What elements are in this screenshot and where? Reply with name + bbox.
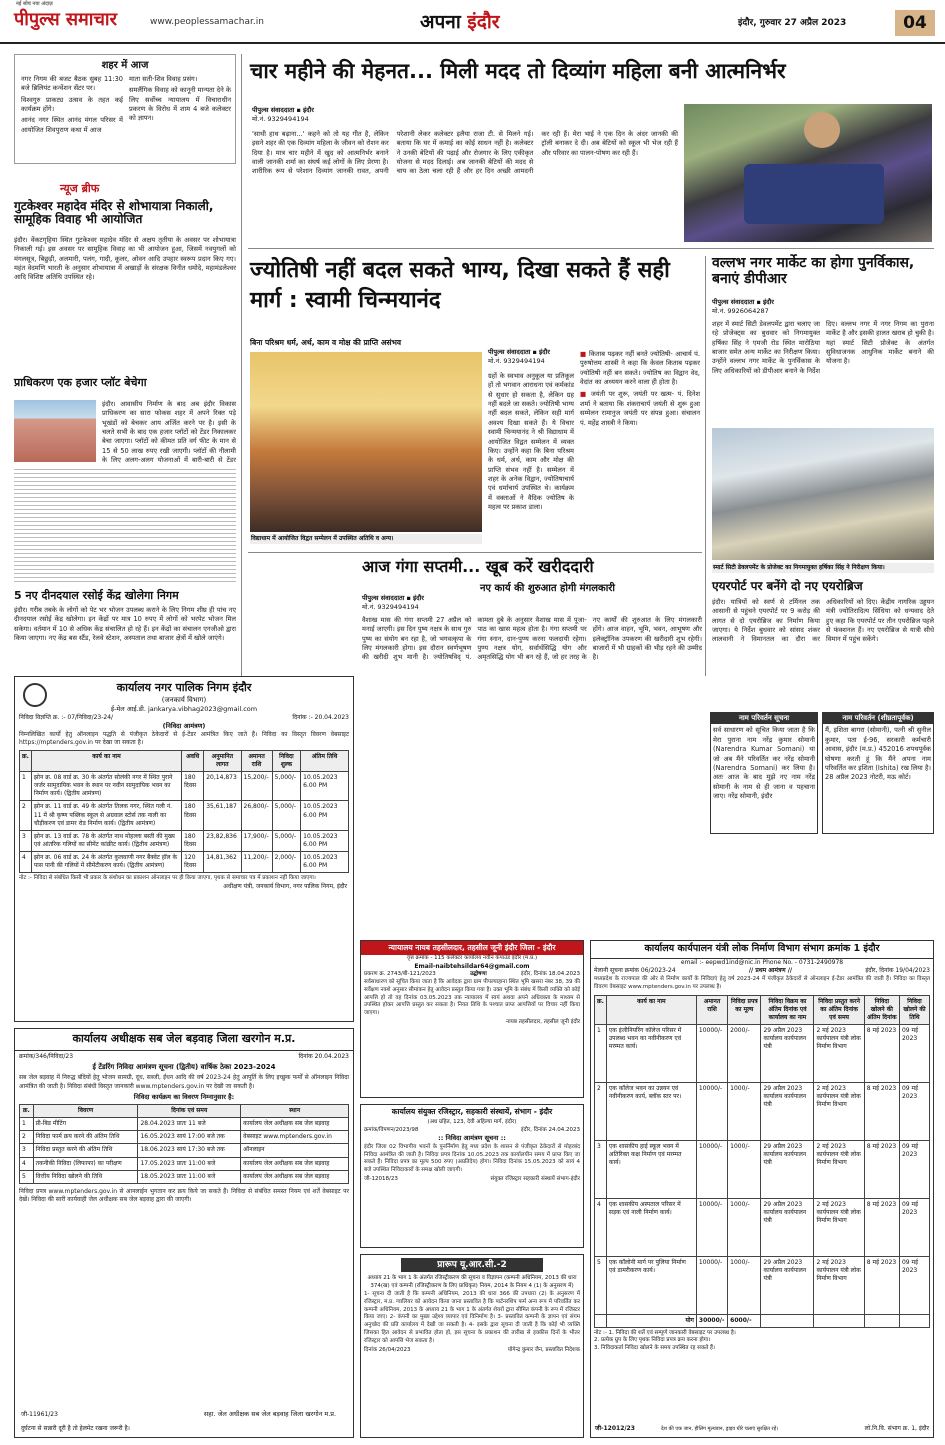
- table-header: निविदा प्रपत्र का मूल्य: [728, 995, 761, 1024]
- ad-date: इंदौर, दिनांक 18.04.2023: [520, 970, 580, 977]
- ad-notes: [591, 1330, 933, 1352]
- ad-code: जी-12018/23: [364, 1175, 398, 1182]
- ad-case-number: प्रकरण क्र. 2743/बी-121/2023: [364, 970, 436, 977]
- ad-date: दिनांक :- 20.04.2023: [292, 714, 349, 722]
- vehicle-figure: [744, 164, 884, 224]
- person-figure: [804, 112, 840, 148]
- vallabh-headline[interactable]: वल्लभ नगर मार्केट का होगा पुनर्विकास, बनाएं डीपीआर: [712, 255, 915, 287]
- ad-notice-number: क्रमांक/विपणन/2023/98: [364, 1126, 419, 1133]
- ad-note: नोट :- 1. निविदा की शर्ते एवं सम्पूर्ण जानकारी वेबसाइट पर उपलब्ध है।: [594, 1329, 736, 1336]
- table-header: विवरण: [33, 1105, 138, 1118]
- city-item: माता सती-शिव विवाह प्रसंग।: [129, 75, 198, 83]
- table-total-row: योग 30000/- 6000/-: [595, 1314, 930, 1327]
- city-item: नगर निगम की बजट बैठक सुबह 11:30 बजे ब्रिलियंट कन्वेंशन सेंटर पर।: [21, 75, 123, 93]
- city-today-left: [21, 75, 123, 135]
- table-row: 1 एक इंजीनियरिंग कॉलेज परिसर में उपलब्ध भवन का नवीनीकरण एवं मरम्मत कार्य। 10000/- 2000/- 29 अप्रैल 2023 कार्यालय कार्यपालन यंत्री 2 मई 2023 कार्यपालन यंत्री लोक निर्माण विभाग 8 मई 2023 09 मई 2023: [595, 1024, 930, 1082]
- table-header: निविदा खोलने की अंतिम दिनांक: [864, 995, 899, 1024]
- city-today-right: [129, 75, 231, 124]
- table-row: 4 झोन क्र. 06 वार्ड क्र. 24 के अंतर्गत कुलवाणी नगर बैंक्वेट हॉल के पास पानी की गलियों में सीमेंटीकरण कार्य। (द्वितीय आमंत्रण) 120 दिवस 14,81,362 11,200/- 2,000/- 10.05.2023 6.00 PM: [20, 851, 349, 872]
- ad-heading: उद्घोषणा: [469, 970, 487, 977]
- table-row: 3 झोन क्र. 13 वार्ड क्र. 78 के अंतर्गत नाथ मोहल्ला बस्ती की मुख्य एवं आंतरिक गलियों का सीमेंट कांक्रीट कार्य। (द्वितीय आमंत्रण) 180 दिवस 23,82,836 17,900/- 5,000/- 10.05.2023 6.00 PM: [20, 830, 349, 851]
- lead-headline[interactable]: चार महीने की मेहनत... मिली मदद तो दिव्यांग महिला बनी आत्मनिर्भर: [250, 59, 786, 83]
- feature-bullets: [580, 350, 700, 544]
- emblem-icon: [23, 683, 47, 707]
- table-row: 5 एक कॉलोनी मार्ग पर पुलिया निर्माण एवं डामरीकरण कार्य। 10000/- 1000/- 29 अप्रैल 2023 कार्यालय कार्यपालन यंत्री 2 मई 2023 कार्यपालन यंत्री लोक निर्माण विभाग 8 मई 2023 09 मई 2023: [595, 1256, 930, 1314]
- form-urc-notice: [360, 1254, 584, 1438]
- table-header: अवधि: [182, 750, 204, 771]
- table-header: निविदा खोलने की तिथि: [899, 995, 929, 1024]
- feature-headline[interactable]: ज्योतिषी नहीं बदल सकते भाग्य, दिखा सकते हैं सही मार्ग : स्वामी चिन्मयानंद: [250, 258, 670, 313]
- ad-intro: मध्यप्रदेश के राज्यपाल की ओर से निर्माण कार्यों के निविदाएं हेतु वर्ष 2023-24 में पंजीकृत ठेकेदारों से ऑनलाइन ई-टेंडर आमंत्रित की जाती हैं। निविदा का विस्तृत विवरण वेबसाइट www.mptenders.gov.in पर उपलब्ध है।: [594, 976, 930, 990]
- table-header: निविदा विक्रय का अंतिम दिनांक एवं कार्यालय का नाम: [761, 995, 814, 1024]
- ad-heading: ई टेंडरिंग निविदा आमंत्रण सूचना (द्वितीय) वार्षिक ठेका 2023-2024: [92, 1062, 276, 1071]
- ad-subtitle: अध्याय 21 के भाग 1 के अंतर्गत रजिस्ट्रीकरण की सूचना व विज्ञापन (कम्पनी अधिनियम, 2013 की धारा 374(ख) एवं कम्पनी (रजिस्ट्रीकरण के लिए प्राधिकृत) नियम, 2014 के नियम 4 (1) के अनुसरण में): [367, 1275, 577, 1289]
- vallabh-photo: [712, 428, 934, 560]
- ganga-byline: पीपुल्स संवाददाता ▪ इंदौर मो.नं. 9329494194: [362, 594, 424, 611]
- ad-heading: :: निविदा आमंत्रण सूचना ::: [438, 1133, 506, 1142]
- ad-signature: नायब तहसीलदार, तहसील जूनी इंदौर: [506, 1019, 580, 1026]
- brief-title[interactable]: 5 नए दीनदयाल रसोई केंद्र खोलेगा निगम: [14, 589, 179, 602]
- table-header: स्थान: [241, 1105, 349, 1118]
- news-brief-label: न्यूज ब्रीफ: [60, 182, 100, 195]
- city-item: आनंद नगर स्थित आनंद मंगल परिसर में आयोजित शिवपुराण कथा में आज: [21, 116, 123, 134]
- table-header: निविदा प्रस्तुत करने का अंतिम दिनांक एवं समय: [814, 995, 864, 1024]
- ganga-headline[interactable]: आज गंगा सप्तमी... खूब करें खरीददारी: [362, 557, 594, 576]
- feature-bullet: ■ जयंती पर शुरू, जयंती पर खत्म- पं. दिनेश शर्मा ने बताया कि शंकराचार्य जयंती से शुरू हुआ सम्मेलन रामानुज जयंती पर संपन्न हुआ। संचालन पं. महेंद्र शास्त्री ने किया।: [580, 390, 701, 427]
- feature-kicker: बिना परिश्रम धर्म, अर्थ, काम व मोक्ष की प्राप्ति असंभव: [250, 338, 402, 347]
- ad-intro: सब जेल बड़वाह में निरुद्ध बंदियों हेतु भोजन सामग्री, दूध, सब्जी, ईंधन आदि की वर्ष 2023-24 हेतु आपूर्ति के लिए इच्छुक फर्मों से ऑनलाइन निविदा आमंत्रित की जाती है। निविदा संबंधी विस्तृत जानकारी www.mptenders.gov.in पर देखी जा सकती है।: [19, 1074, 349, 1090]
- jail-tender-ad: [14, 1028, 354, 1438]
- tehsil-notice: [360, 940, 584, 1098]
- city-item: विश्वगुरु प्राकट्य उत्सव के तहत कई कार्यक्रम होंगे।: [21, 95, 123, 114]
- table-header: दिनांक एवं समय: [138, 1105, 241, 1118]
- table-row: 1 झोन क्र. 08 वार्ड क्र. 30 के अंतर्गत सोलंकी नगर में स्थित पुराने जर्जर सामुदायिक भवन के स्थान पर नवीन सामुदायिक भवन का निर्माण कार्य। (द्वितीय आमंत्रण) 180 दिवस 20,14,873 15,200/- 5,000/- 10.05.2023 6.00 PM: [20, 772, 349, 801]
- column-divider: [241, 54, 242, 676]
- ad-signature: योगेन्द्र कुमार जैन, प्रस्तावित निदेशक: [507, 1346, 580, 1353]
- website-link[interactable]: www.peoplessamachar.in: [150, 17, 264, 27]
- ad-date: इंदौर, दिनांक 24.04.2023: [520, 1126, 580, 1133]
- table-header: अंतिम तिथि: [301, 750, 349, 771]
- ad-title: कार्यालय कार्यपालन यंत्री लोक निर्माण विभाग संभाग क्रमांक 1 इंदौर: [591, 941, 933, 959]
- name-change-text: सर्व साधारण को सूचित किया जाता है कि मेरा पुराना नाम नरेंद्र कुमार सोमानी (Narendra Kumar Somani) था जो अब मैंने परिवर्तित कर नरेंद्र सोमानी (Narendra Somani) कर लिया है। अतः आज के बाद मुझे नए नाम नरेंद्र सोमानी के नाम से ही जाना व पहचाना जाए। नरेंद्र सोमानी, इंदौर: [713, 726, 815, 800]
- ad-subtitle: (जनकार्य विभाग): [161, 695, 207, 704]
- table-row: 3 एक शासकीय हाई स्कूल भवन में अतिरिक्त कक्ष निर्माण एवं मरम्मत कार्य। 10000/- 1000/- 29 अप्रैल 2023 कार्यालय कार्यपालन यंत्री 2 मई 2023 कार्यपालन यंत्री लोक निर्माण विभाग 8 मई 2023 09 मई 2023: [595, 1140, 930, 1198]
- ad-heading: // प्रथम आमंत्रण //: [748, 966, 793, 974]
- name-change-text: मैं, इशिता बागरा (सोमानी), पत्नी श्री सुनील कुमार, पता ई-96, सरकारी कर्मचारी आवास, इंदौर (म.प्र.) 452016 शपथपूर्वक घोषणा करती हूं कि मैंने अपना नाम परिवर्तित कर इशिता (Ishita) रख लिया है। 28 अप्रैल 2023 नोटरी, मऊ कोर्ट।: [825, 726, 931, 782]
- table-row: 2 झोन क्र. 11 वार्ड क्र. 49 के अंतर्गत तिलक नगर, स्थित गली नं. 11 में श्री कृष्ण पब्लिक स्कूल से अग्रवाल स्टोर्स तक नाली का चौड़ीकरण एवं डामर रोड निर्माण कार्य। (द्वितीय आमंत्रण) 180 दिवस 35,61,187 26,800/- 5,000/- 10.05.2023 6.00 PM: [20, 801, 349, 830]
- ad-intro: निम्नलिखित कार्यों हेतु ऑनलाइन पद्धति से पंजीकृत ठेकेदारों से ई-टेंडर आमंत्रित किए जाते हैं। निविदा का विस्तृत विवरण वेबसाइट https://mptenders.gov.in पर देखा जा सकता है।: [19, 730, 349, 747]
- name-change-heading: नाम परिवर्तन सूचना: [711, 713, 817, 724]
- brief-text: इंदौर। आवासीय निर्माण के बाद अब इंदौर विकास प्राधिकरण का सारा फोकस शहर में अपने रिक्त पड़े भूखंडों को बेचकर आय अर्जित करने पर है। इसी के चलते सभी के बाद एक हजार प्लॉटों को टेंडर निकालकर बेचा जाएगा। प्लॉटों को कीमत प्रति वर्ग फीट के मान से 15 से 50 लाख रुपए रखी जाएगी। प्लॉटों की नीलामी के लिए अलग-अलग योजनाओं में बारी-बारी से टेंडर: [102, 400, 236, 465]
- table-header: क्र.: [20, 750, 32, 771]
- ad-email[interactable]: Email-naibtehsildar64@gmail.com: [414, 962, 530, 970]
- feature-byline: पीपुल्स संवाददाता ▪ इंदौर मो.नं. 9329494194: [488, 348, 550, 365]
- lead-photo: [684, 104, 932, 242]
- table-row: 2 एक कॉलेज भवन का उन्नयन एवं नवीनीकरण कार्य, ब्लॉक स्तर पर। 10000/- 1000/- 29 अप्रैल 2023 कार्यालय कार्यपालन यंत्री 2 मई 2023 कार्यपालन यंत्री लोक निर्माण विभाग 8 मई 2023 09 मई 2023: [595, 1082, 930, 1140]
- table-header: कार्य का नाम: [31, 750, 181, 771]
- nagar-nigam-ad: [14, 676, 354, 1022]
- vallabh-text: शहर में स्मार्ट सिटी डेवलपमेंट द्वारा चलाए जा रहे प्रोजेक्ट्स का बुधवार को निगमायुक्त हर्षिका सिंह ने एमजी रोड स्थित मारोठिया बाजार समेत अन्य मार्केट का निरीक्षण किया। उन्होंने वल्लभ नगर मार्केट के पुनर्विकास के लिए अधिकारियों को डीपीआर बनाने के निर्देश दिए। वल्लभ नगर में नगर निगम का पुराना मार्केट है और इसकी हालत खराब हो चुकी है। यहां स्मार्ट सिटी प्रोजेक्ट के अंतर्गत सुविधाजनक आधुनिक मार्केट बनाने की योजना है।: [712, 320, 934, 375]
- ad-signature: सहा. जेल अधीक्षक सब जेल बड़वाह जिला खरगोन म.प्र.: [203, 1410, 337, 1419]
- pwd-tender-table: [594, 995, 930, 1328]
- table-header: क्र.: [595, 995, 607, 1024]
- ad-title: कार्यालय अधीक्षक सब जेल बड़वाह जिला खरगोन म.प्र.: [15, 1029, 353, 1051]
- ad-ref: क्रमांक/346/निविदा/23: [19, 1052, 74, 1060]
- masthead: [0, 0, 945, 44]
- table-header: कार्य का नाम: [606, 995, 696, 1024]
- ad-title: कार्यालय संयुक्त रजिस्ट्रार, सहकारी संस्थायें, संभाग - इंदौर: [391, 1107, 553, 1116]
- brief-text: इंदौर। गरीब तबके के लोगों को पेट भर भोजन उपलब्ध कराने के लिए निगम शीघ्र ही पांच नए दीनदयाल रसोई केंद्र खोलेगा। इन केंद्रों पर मात्र 10 रुपए में लोगों को भरपेट भोजन मिल सकेगा। वर्तमान में 10 से अधिक केंद्र संचालित हो रहे हैं। इन केंद्रों का संचालन एनजीओ द्वारा किया जाएगा। नए केंद्र बस स्टैंड, रेलवे स्टेशन, अस्पताल तथा बाजार क्षेत्रों में खोले जाएंगे।: [14, 606, 236, 643]
- jail-schedule-table: [19, 1104, 349, 1184]
- ad-text: इंदौर जिला 02 विभागीय भवनों के पुनर्निर्माण हेतु मध्य प्रदेश के शासन से पंजीकृत ठेकेदारों से मोहरबंद निविदा आमंत्रित की जाती है। निविदा प्रपत्र दिनांक 10.05.2023 तक कार्यालयीन समय में प्राप्त किए जा सकते हैं। निविदा प्रपत्र का मूल्य 500 रुपए (अप्रतिदेय) होगा। निविदा दिनांक 15.05.2023 को सायं 4 बजे उपस्थित निविदाकारों के समक्ष खोली जाएगी।: [364, 1143, 580, 1174]
- brief-text-continued: [14, 466, 236, 584]
- ad-date: दिनांक 26/04/2023: [364, 1346, 411, 1353]
- column-divider: [705, 256, 706, 676]
- ad-date: इंदौर, दिनांक 19/04/2023: [865, 966, 930, 974]
- ad-note: 3. निविदाकर्ता निविदा खोलने के समय उपस्थित रह सकते हैं।: [594, 1344, 715, 1351]
- ad-text: सर्वसाधारण को सूचित किया जाता है कि आवेदक द्वारा ग्राम पीपल्याहाना स्थित भूमि खसरा नंबर 38, 39 की सर्वेक्षण नक्शे अनुसार सीमांकन हेतु आवेदन प्रस्तुत किया गया है। उक्त भूमि के संबंध में किसी व्यक्ति को कोई आपत्ति हो तो वह दिनांक 03.05.2023 तक न्यायालय में स्वयं अथवा अपने अधिवक्ता के माध्यम से उपस्थित होकर आपत्ति प्रस्तुत कर सकता है। नियत तिथि के पश्चात प्राप्त आपत्तियों पर विचार नहीं किया जाएगा।: [364, 979, 580, 1017]
- name-change-ad: [710, 712, 818, 834]
- lead-text: 'साथी हाथ बढ़ाना...' कहने को तो यह गीत है, लेकिन इसने शहर की एक दिव्यांग महिला के जीवन को रोशन कर दिया है। मात्र चार महीने में खुद को आत्मनिर्भर बनाने वाली जानकी शर्मा का संघर्ष कई लोगों के लिए प्रेरणा है। शारीरिक रूप से परेशान दिव्यांग जानकी रावत, अपनी परेशानी लेकर कलेक्टर इलैया राजा टी. से मिलने गई। बताया कि घर में कमाई का कोई साधन नहीं है। कलेक्टर ने उनकी बेटियों की पढ़ाई और रोजगार के लिए एकीकृत योजना से मदद दिलाई। अब जानकी बेटियों की मदद से चाय का ठेला चला रही हैं और हर दिन अच्छी आमदनी कर रही हैं। मेरा भाई ने एक दिन के अंदर जानकी की ट्रॉली बनाकर दे दी। अब बेटियों को स्कूल भी भेज रही हैं और परिवार का पालन-पोषण कर रही हैं।: [252, 130, 678, 176]
- ad-notice-number: निविदा विज्ञप्ति क्र. :- 07/निविदा/23-24/: [19, 714, 114, 722]
- ad-signature: संयुक्त रजिस्ट्रार सहकारी संस्थायें संभाग-इंदौर: [490, 1175, 580, 1182]
- newspaper-logo[interactable]: नई सोच नया अंदाज़ पीपुल्स समाचार: [14, 1, 117, 30]
- ad-address: (अध ग्रहित, 123, देवी अहिल्या मार्ग, इंदौर): [427, 1119, 517, 1126]
- ad-title: न्यायालय नायब तहसीलदार, तहसील जूनी इंदौर जिला - इंदौर: [361, 941, 583, 955]
- table-row: 4 एक शासकीय अस्पताल परिसर में सड़क एवं नाली निर्माण कार्य। 10000/- 1000/- 29 अप्रैल 2023 कार्यालय कार्यपालन यंत्री 2 मई 2023 कार्यपालन यंत्री लोक निर्माण विभाग 8 मई 2023 09 मई 2023: [595, 1198, 930, 1256]
- table-row: 1 प्री-बिड मीटिंग 28.04.2023 प्रातः 11 बजे कार्यालय जेल अधीक्षक सब जेल बड़वाह: [20, 1118, 349, 1131]
- table-row: 5 वित्तीय निविदा खोलने की तिथि 18.05.2023 प्रातः 11:00 बजे कार्यालय जेल अधीक्षक सब जेल बड़वाह: [20, 1170, 349, 1183]
- ad-code: जी-11961/23: [21, 1410, 58, 1418]
- ad-heading: (निविदा आमंत्रण): [162, 722, 206, 731]
- brief-title[interactable]: गुटकेश्वर महादेव मंदिर से शोभायात्रा निकाली, सामूहिक विवाह भी आयोजित: [14, 199, 214, 227]
- ad-footer: देश की एक जान, हीलिंग मूल्यवान, ड्राइव धीरे चलाएं सुरक्षित रहें।: [661, 1426, 779, 1433]
- building-photo: [14, 400, 96, 462]
- ad-title: प्रारूप यू.आर.सी.-2: [401, 1258, 543, 1272]
- table-header: क्र.: [20, 1105, 34, 1118]
- page-number: 04: [895, 10, 935, 36]
- ad-text: 1- सूचना दी जाती है कि कम्पनी अधिनियम, 2013 की धारा 366 की उपधारा (2) के अनुसरण में रजिस्ट्रार, म.प्र. ग्वालियर को आवेदन किया जाना प्रस्तावित है कि पार्टनरशिप फर्म अन्य रूप में परिवर्तित कर कम्पनी अधिनियम, 2013 के अध्याय 21 के भाग 1 के अंतर्गत शेयरों द्वारा सीमित कंपनी के रूप में रजिस्टर किया जाए। 2- कंपनी का मुख्य उद्देश्य व्यापार एवं विनिर्माण है। 3- प्रस्तावित कम्पनी के ज्ञापन एवं संगम अनुच्छेद की प्रति कार्यालय में देखी जा सकती है। 4- इसके द्वारा सूचना दी जाती है कि कोई भी व्यक्ति जिसका हित आवेदन से प्रभावित होता हो, इस सूचना के प्रकाशन की तारीख से इक्कीस दिनों के भीतर रजिस्ट्रार को आपत्ति भेज सकता है।: [364, 1290, 580, 1344]
- ad-note: नोट :- निविदा से संबंधित किसी भी प्रकार के संशोधन का प्रकाशन ऑनलाइन पर ही किया जाएगा, पृथक से समाचार पत्र में प्रकाशन नहीं किया जाएगा।: [19, 875, 316, 882]
- section-title: अपना इंदौर: [420, 11, 500, 33]
- ganga-text: वैशाख मास की गंगा सप्तमी 27 अप्रैल को मनाई जाएगी। इस दिन पुष्य नक्षत्र के साथ गुरु पुष्य का संयोग बन रहा है, जो भगवत्कृपा के लिए मंगलकारी होगा। इस दौरान स्वर्णभूषण की खरीदी शुभ मानी है। ज्योतिषविद् पं. कामता दुबे के अनुसार वैशाख मास में पूजा-पाठ का खास महत्व होता है। गंगा सप्तमी पर गंगा स्नान, दान-पुण्य करना फलदायी रहेगा। पुण्य नक्षत्र योग, सर्वार्थसिद्धि योग और अमृतसिद्धि योग भी बन रहे हैं, जो हर तरह के नए कार्यों की शुरुआत के लिए मंगलकारी होंगे। आज वाहन, भूमि, भवन, आभूषण और इलेक्ट्रॉनिक उपकरण की खरीदारी शुभ रहेगी। बाजारों में भी ग्राहकों की भीड़ रहने की उम्मीद है।: [362, 616, 702, 662]
- city-item: समलैंगिक विवाह को कानूनी मान्यता देने के लिए सर्वोच्च न्यायालय में विचाराधीन प्रकरण के विरोध में शाम 4 बजे कलेक्टर को ज्ञापन।: [129, 86, 231, 123]
- table-header: अनुमानित लागत: [204, 750, 241, 771]
- logo-tagline: नई सोच नया अंदाज़: [16, 1, 53, 7]
- feature-text: ग्रहों के स्वभाव अनुकूल या प्रतिकूल हों तो भगवान आराधना एवं कर्मकांड से सुधार हो सकता है, लेकिन ग्रह नहीं बदले जा सकते। ज्योतिषी भाग्य नहीं बदल सकते, लेकिन सही मार्ग अवश्य दिखा सकते हैं। ये विचार स्वामी चिन्मयानंद ने श्री विद्याधाम में आयोजित विद्वत सम्मेलन में व्यक्त किए। उन्होंने कहा कि बिना परिश्रम के धर्म, अर्थ, काम और मोक्ष की प्राप्ति संभव नहीं है। सम्मेलन में शहर के अनेक विद्वान, ज्योतिषाचार्य एवं धर्माचार्य उपस्थित थे। कार्यक्रम में वक्ताओं ने वैदिक ज्योतिष के महत्व पर प्रकाश डाला।: [488, 372, 574, 512]
- ad-date: दिनांक 20.04.2023: [298, 1052, 349, 1060]
- table-row: 3 निविदा प्रस्तुत करने की अंतिम तिथि 18.06.2023 सायं 17:30 बजे तक ऑनलाइन: [20, 1144, 349, 1157]
- ad-closing: दुर्घटना से सन्नारी दूरी है तो हेलमेट रखना जरूरी है।: [21, 1424, 130, 1432]
- table-header: अमानत राशि: [696, 995, 727, 1024]
- ad-title: कार्यालय नगर पालिक निगम इंदौर: [116, 681, 252, 694]
- airport-headline[interactable]: एयरपोर्ट पर बनेंगे दो नए एयरोब्रिज: [712, 579, 863, 593]
- feature-bullet: ■ किताब पढ़कर नहीं बनते ज्योतिषी- आचार्य पं. पुरुषोत्तम शास्त्री ने कहा कि केवल किताब पढ़कर ज्योतिषी नहीं बन सकते। ज्योतिष का विद्वान वेद, वेदांत का अध्ययन करने वाला ही होता है।: [580, 350, 700, 387]
- ad-signature: लो.नि.वि. संभाग क्र. 1, इंदौर: [864, 1424, 929, 1432]
- ad-note: 2. प्रत्येक ग्रुप के लिए पृथक निविदा प्रपत्र क्रय करना होगा।: [594, 1337, 711, 1344]
- ad-footer: निविदा प्रपत्र www.mptenders.gov.in से आनलाईन भुगतान कर क्रय किये जा सकते हैं। निविदा से संबंधित समस्त नियम एवं शर्तें वेबसाइट पर देखें। निविदा की सारी कार्यवाही जेल अधीक्षक सब जेल बड़वाह द्वारा की जाएगी।: [19, 1187, 349, 1204]
- ad-email[interactable]: ई-मेल आई.डी. jankarya.vibhag2023@gmail.com: [110, 705, 258, 714]
- vallabh-byline: पीपुल्स संवाददाता ▪ इंदौर मो.नं. 9926064287: [712, 298, 774, 315]
- ad-table-heading: निविदा कार्यक्रम का विवरण निम्नानुसार है:: [133, 1093, 235, 1102]
- feature-caption: विद्याधाम में आयोजित विद्वत सम्मेलन में उपस्थित अतिथि व अन्य।: [250, 534, 482, 544]
- table-header: अमानत राशि: [241, 750, 272, 771]
- table-row: 2 निविदा फार्म क्रय करने की अंतिम तिथि 16.05.2023 सायं 17:00 बजे तक वेबसाइट www.mptenders.gov.in: [20, 1131, 349, 1144]
- ad-address: वृत्त क्रमांक - 115 कलेक्टर कार्यालय नवीन कंपाउंड इंदौर (म.प्र.): [406, 955, 538, 962]
- divider: [248, 248, 934, 249]
- city-today-box: [14, 54, 236, 164]
- divider: [248, 552, 702, 553]
- nigam-tender-table: [19, 750, 349, 873]
- feature-photo: [250, 352, 482, 532]
- name-change-heading: नाम परिवर्तन (शीघ्रतापूर्वक): [823, 713, 933, 724]
- ad-code: जी-12012/23: [595, 1424, 635, 1432]
- issue-date: इंदौर, गुरुवार 27 अप्रैल 2023: [738, 18, 847, 28]
- city-today-heading: शहर में आज: [101, 60, 149, 71]
- vallabh-caption: स्मार्ट सिटी डेवलपमेंट के प्रोजेक्ट का निगमायुक्त हर्षिका सिंह ने निरीक्षण किया।: [712, 563, 934, 573]
- cooperative-notice: [360, 1104, 584, 1248]
- ad-signature: अधीक्षण यंत्री, जनकार्य विभाग, नगर पालिक निगम, इंदौर: [223, 882, 347, 890]
- ad-contact[interactable]: email :- eepwd1ind@nic.in Phone No. - 0731-2490978: [680, 958, 844, 966]
- ad-notice-number: मेलानी सूचना क्रमांक 06/2023-24: [594, 966, 676, 974]
- table-header: निविदा शुल्क: [272, 750, 301, 771]
- pwd-tender-ad: [590, 940, 934, 1438]
- airport-text: इंदौर। यात्रियों को स्वर्ण से टर्मिनल तक आसानी से पहुंचने एयरपोर्ट पर 9 करोड़ की लागत से दो एयरोब्रिज का निर्माण किया जाएगा। ये निर्देश बुधवार को सांसद शंकर लालवानी ने विमानतल का दौरा कर अधिकारियों को दिए। केंद्रीय नागरिक उड्डयन मंत्री ज्योतिरादित्य सिंधिया को धन्यवाद देते हुए कहा कि एयरपोर्ट पर तीन एयरोब्रिज पहले से फंक्शनल हैं। नए एयरोब्रिज से यात्री सीधे विमान में पहुंच सकेंगे।: [712, 598, 934, 644]
- name-change-ad: [822, 712, 934, 834]
- brief-text: इंदौर। वेंकटगृहिया स्थित गुटकेश्वर महादेव मंदिर से अक्षय तृतीया के अवसर पर शोभायात्रा निकाली गई। इस अवसर पर सामूहिक विवाह का भी आयोजन हुआ, जिसमें नवयुगलों को मंगलसूत्र, बिछुड़ी, अलमारी, पलंग, गादी, कूलर, ओवन आदि उपहार स्वरूप प्रदान किए गए। महंत वेदमणि भारती के अनुसार शोभायात्रा में अखाड़ों के संरक्षक विनीत धमोदे, महामंडलेश्वर आदि विशिष्ट अतिथि उपस्थित रहे।: [14, 236, 236, 282]
- ganga-subhead: नए कार्य की शुरुआत होगी मंगलकारी: [480, 583, 615, 594]
- table-row: 4 तकनीकी निविदा (लिफाफा) का परीक्षण 17.05.2023 प्रातः 11:00 बजे कार्यालय जेल अधीक्षक सब जेल बड़वाह: [20, 1157, 349, 1170]
- brief-title[interactable]: प्राधिकरण एक हजार प्लॉट बेचेगा: [14, 376, 147, 389]
- lead-byline: पीपुल्स संवाददाता ▪ इंदौर मो.नं. 9329494194: [252, 106, 314, 123]
